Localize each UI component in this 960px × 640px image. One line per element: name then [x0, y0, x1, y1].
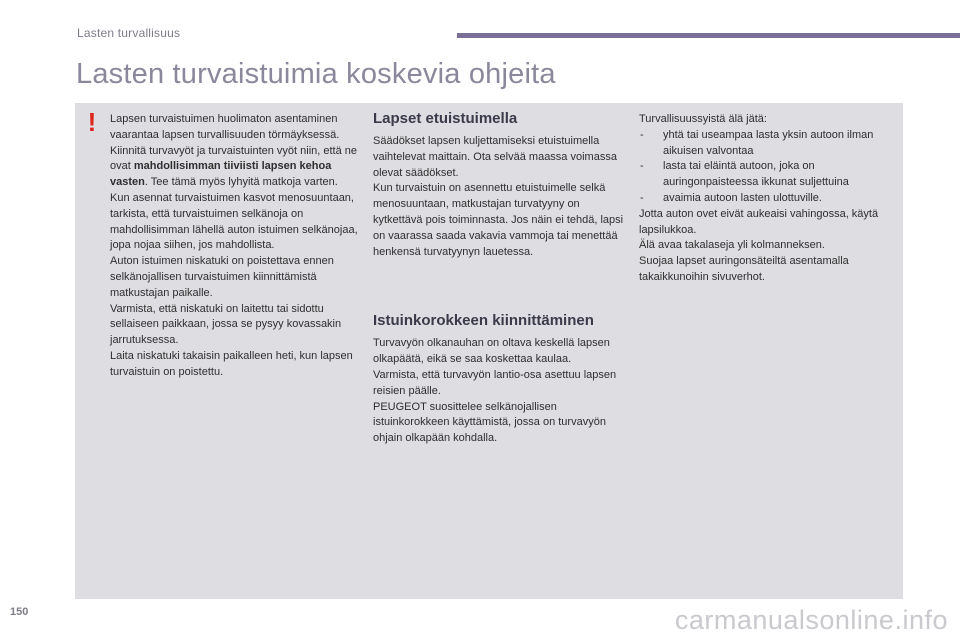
paragraph: Älä avaa takalaseja yli kolmanneksen.	[639, 239, 825, 252]
safety-column	[639, 112, 889, 286]
list-item: - avaimia autoon lasten ulottuville.	[639, 191, 889, 207]
paragraph: Kun turvaistuin on asennettu etuistuimelle selkä menosuuntaan, matkustajan turvatyyny on kytkettävä pois toiminnasta. Jos näin ei tehdä, lapsi on vaarassa saada vakavia vammoja tai menettää henkensä turvatyynyn lauetessa.	[373, 182, 624, 258]
warning-exclamation-icon: !	[87, 107, 97, 137]
paragraph: Suojaa lapset auringonsäteiltä asentamalla takaikkunoihin sivuverhot.	[639, 255, 849, 283]
paragraph: Varmista, että turvavyön lantio-osa asettuu lapsen reisien päälle.	[373, 368, 617, 397]
front-seat-heading: Lapset etuistuimella	[373, 110, 518, 127]
paragraph: Säädökset lapsen kuljettamiseksi etuistuimella vaihtelevat maittain. Ota selvää maassa voimassa olevat säädökset.	[373, 135, 617, 179]
paragraph: Kun asennat turvaistuimen kasvot menosuuntaan, tarkista, että turvaistuimen selkänoja on mahdollisimman lähellä auton istuimen selkänojaa, jopa nojaa siihen, jos mahdollista.	[110, 191, 358, 252]
paragraph	[110, 144, 368, 191]
list-intro: Turvallisuussyistä älä jätä:	[639, 113, 767, 125]
watermark-text: carmanualsonline.info	[674, 605, 948, 635]
paragraph: Laita niskatuki takaisin paikalleen heti, kun lapsen turvaistuin on poistettu.	[110, 349, 353, 378]
front-seat-column	[373, 112, 629, 447]
header-accent-bar	[457, 33, 960, 38]
warning-column	[110, 112, 368, 381]
paragraph: Jotta auton ovet eivät aukeaisi vahingossa, käytä lapsilukkoa.	[639, 207, 879, 236]
page-number: 150	[10, 606, 29, 618]
section-title: Lasten turvallisuus	[77, 26, 181, 40]
text-span: . Tee tämä myös lyhyitä matkoja varten.	[144, 176, 338, 189]
emphasis-text: mahdollisimman tiiviisti lapsen kehoa vasten	[110, 160, 332, 189]
list-item: - lasta tai eläintä autoon, joka on auringonpaisteessa ikkunat suljettuina	[639, 159, 889, 191]
paragraph: Auton istuimen niskatuki on poistettava ennen selkänojallisen turvaistuimen kiinnittämistä matkustajan paikalle.	[110, 255, 334, 299]
text-span: Kiinnitä turvavyöt ja turvaistuinten vyöt niin, että ne ovat	[110, 144, 358, 173]
safety-list	[639, 128, 889, 207]
paragraph: Varmista, että niskatuki on laitettu tai sidottu sellaiseen paikkaan, jossa se pysyy kovassakin jarrutuksessa.	[110, 302, 342, 347]
paragraph: PEUGEOT suosittelee selkänojallisen istuinkorokkeen käyttämistä, jossa on turvavyön ohjain olkapään kohdalla.	[373, 400, 606, 445]
booster-seat-heading: Istuinkorokkeen kiinnittäminen	[373, 312, 594, 330]
paragraph: Turvavyön olkanauhan on oltava keskellä lapsen olkapäätä, eikä se saa koskettaa kaulaa.	[373, 337, 610, 366]
paragraph: Lapsen turvaistuimen huolimaton asentaminen vaarantaa lapsen turvallisuuden törmäyksessä.	[110, 113, 340, 141]
page-title: Lasten turvaistuimia koskevia ohjeita	[76, 58, 556, 90]
list-item: - yhtä tai useampaa lasta yksin autoon ilman aikuisen valvontaa	[639, 128, 889, 160]
